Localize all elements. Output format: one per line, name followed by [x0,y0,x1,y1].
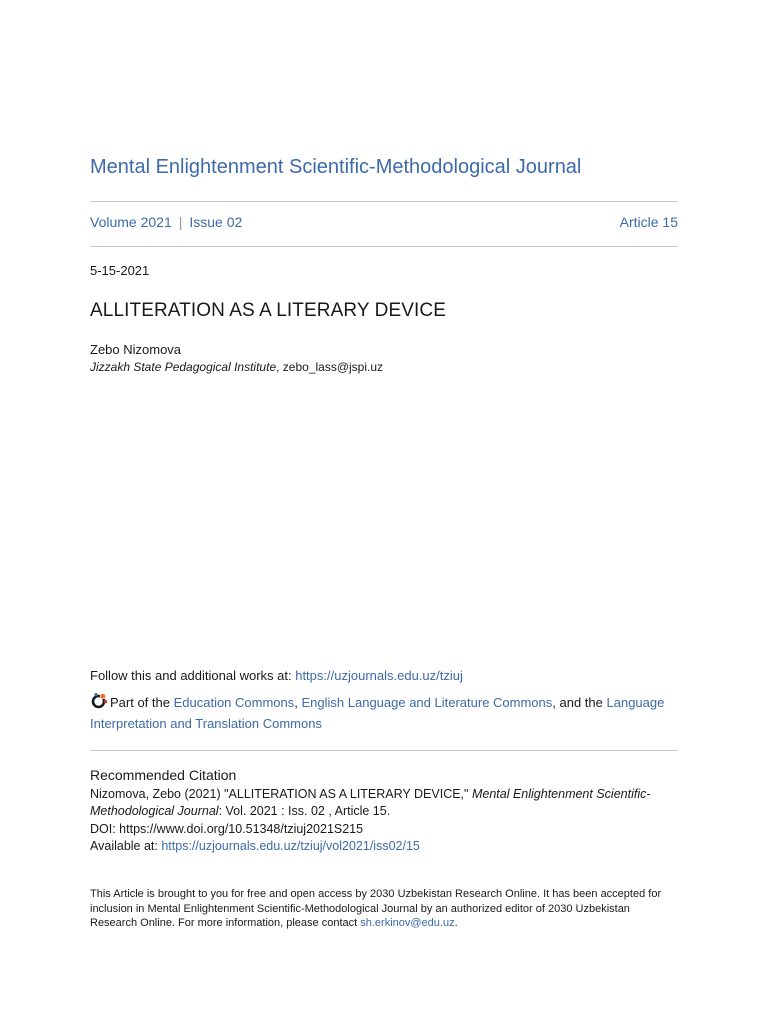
journal-title-link[interactable]: Mental Enlightenment Scientific-Methodological Journal [90,156,582,178]
contact-email-link[interactable]: sh.erkinov@edu.uz [360,917,455,929]
access-notice [90,887,678,931]
network-icon [90,692,108,710]
author-affiliation: Jizzakh State Pedagogical Institute, zebo_lass@jspi.uz [90,360,384,374]
article-link[interactable]: Article 15 [619,214,678,230]
divider-issue [90,246,678,247]
divider-top [90,201,678,202]
divider-citation [90,750,678,751]
article-title: ALLITERATION AS A LITERARY DEVICE [90,300,446,321]
citation-volume: : Vol. 2021 : Iss. 02 , Article 15. [218,804,391,819]
follow-link[interactable]: https://uzjournals.edu.uz/tziuj [295,668,463,683]
commons-prefix: Part of the [110,695,174,710]
volume-link[interactable]: Volume 2021 [90,214,172,230]
citation-journal: Mental Enlightenment Scientific-Methodological Journal [90,787,651,819]
author-email: zebo_lass@jspi.uz [282,360,384,374]
citation-author-title: Nizomova, Zebo (2021) "ALLITERATION AS A LITERARY DEVICE," [90,787,472,801]
commons-sep2: , and the [552,695,607,710]
issue-navigation [90,214,678,230]
follow-line [90,668,463,683]
follow-text: Follow this and additional works at: [90,668,296,683]
issue-link[interactable]: Issue 02 [189,214,243,230]
citation-doi: DOI: https://www.doi.org/10.51348/tziuj2021S215 [90,821,364,836]
commons-disciplines [90,692,678,734]
access-notice-end: . [454,917,458,929]
author-name: Zebo Nizomova [90,342,182,357]
commons-sep1: , [294,695,302,710]
citation-block [90,786,678,855]
citation-available-link[interactable]: https://uzjournals.edu.uz/tziuj/vol2021/iss02/15 [161,838,420,853]
citation-available-prefix: Available at: [90,838,162,853]
language-translation-commons-link[interactable]: Language Interpretation and Translation Commons [90,695,665,731]
english-literature-commons-link[interactable]: English Language and Literature Commons [301,695,553,710]
citation-heading: Recommended Citation [90,767,237,783]
education-commons-link[interactable]: Education Commons [173,695,295,710]
institution-name: Jizzakh State Pedagogical Institute [90,360,277,374]
issue-separator: | [178,214,183,230]
publication-date: 5-15-2021 [90,263,150,278]
access-notice-text: This Article is brought to you for free and open access by 2030 Uzbekistan Research Online. It has been accepted for inclusion in Mental Enlightenment Scientific-Methodological Journal by an authorized editor of 2030 Uzbekistan Research Online. For more information, please contact [90,888,662,929]
